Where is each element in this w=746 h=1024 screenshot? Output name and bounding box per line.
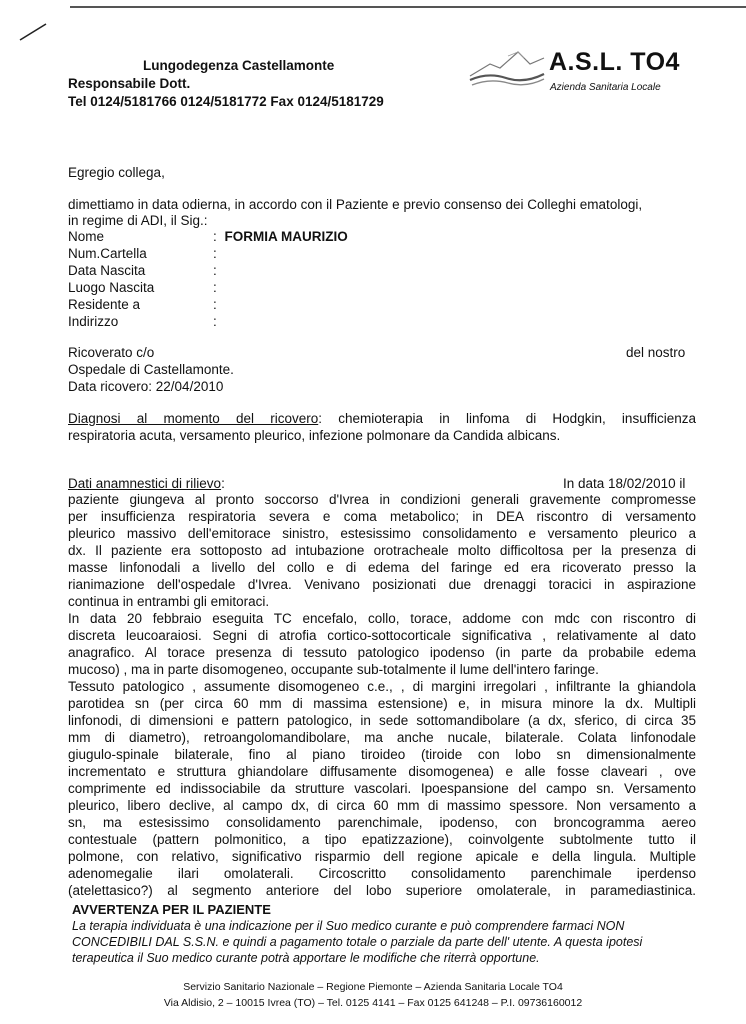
intro-line-1: dimettiamo in data odierna, in accordo con il Paziente e previo consenso dei Colleghi ematologi, bbox=[68, 197, 643, 212]
history-line: giugulo-spinale bilaterale, fino al piano tiroideo (tiroide con lobo sn dimensionalmente bbox=[68, 747, 696, 762]
field-label: Luogo Nascita bbox=[68, 280, 155, 295]
history-heading-right: In data 18/02/2010 il bbox=[563, 476, 686, 491]
history-line: mm di diametro), retroangolomandibolare, ma anche nucale, bilaterale. Colata linfonodale bbox=[68, 730, 696, 745]
history-line: comprimente ed indissociabile da strutture vascolari. Ipoespansione del campo sn. Versamento bbox=[68, 781, 696, 796]
field-label: Residente a bbox=[68, 297, 141, 312]
admission-date: Data ricovero: 22/04/2010 bbox=[68, 379, 224, 394]
contact-phones: Tel 0124/5181766 0124/5181772 Fax 0124/5181729 bbox=[68, 94, 384, 109]
history-line: polmone, con relativo, significativo risparmio dell regione apicale e della lingula. Multiple bbox=[68, 849, 696, 864]
admission-suffix: del nostro bbox=[626, 345, 686, 360]
patient-fields bbox=[68, 228, 348, 330]
history-line: pleurico, libero declive, al campo dx, di circa 60 mm di massimo spessore. Non versamento a bbox=[68, 798, 696, 813]
top-scan-line bbox=[70, 6, 746, 8]
history-line: pleurico massivo dell'emitorace sinistro, estesissimo consolidamento e versamento pleurico a bbox=[68, 526, 696, 541]
history-line: incrementato e struttura ghiandolare diffusamente disomogenea) e alle fosse claveari , ove bbox=[68, 764, 696, 779]
history-heading-row bbox=[68, 475, 225, 492]
patient-field-row: Indirizzo : bbox=[68, 314, 217, 329]
greeting: Egregio collega, bbox=[68, 165, 165, 180]
footer-line-1: Servizio Sanitario Nazionale – Regione Piemonte – Azienda Sanitaria Locale TO4 bbox=[183, 981, 563, 993]
history-line: (atelettasico?) al segmento anteriore del lobo superiore omolaterale, in paramediastinica. bbox=[68, 883, 696, 898]
logo-subtitle: Azienda Sanitaria Locale bbox=[550, 82, 661, 93]
diagnosis-line-1 bbox=[68, 410, 696, 427]
history-line: Tessuto patologico , assumente disomogeneo c.e., , di margini irregolari , infiltrante la ghiandola bbox=[68, 679, 696, 694]
history-line: anagrafico. Al torace presenza di tessuto patologico ipodenso (in parte da probabile edema bbox=[68, 645, 696, 660]
history-line: contestuale (pattern polmonitico, a tipo epatizzazione), coinvolgente subtolmente tutto il bbox=[68, 832, 696, 847]
history-line: In data 20 febbraio eseguita TC encefalo, collo, torace, addome con mdc con riscontro di bbox=[68, 611, 696, 626]
diagnosis-line-2: respiratoria acuta, versamento pleurico, infezione polmonare da Candida albicans. bbox=[68, 428, 561, 443]
footer-line-2: Via Aldisio, 2 – 10015 Ivrea (TO) – Tel. 0125 4141 – Fax 0125 641248 – P.I. 09736160012 bbox=[163, 997, 583, 1009]
logo-title: A.S.L. TO4 bbox=[549, 48, 680, 76]
field-label: Num.Cartella bbox=[68, 246, 147, 261]
history-line: adenomegalie ilari omolaterali. Circoscritto consolidamento parenchimale iperdenso bbox=[68, 866, 696, 881]
admission-hospital-label: Ricoverato c/o bbox=[68, 345, 155, 360]
intro-line-2: in regime di ADI, il Sig.: bbox=[68, 213, 208, 228]
history-line: rianimazione dell'ospedale d'Ivrea. Venivano posizionati due drenaggi toracici in aspirazione bbox=[68, 577, 696, 592]
history-line: paziente giungeva al pronto soccorso d'Ivrea in condizioni generali gravemente compromesse bbox=[68, 492, 696, 507]
history-line: parotidea sn (per circa 60 mm di massima estensione) e, in misura minore la dx. Multipli bbox=[68, 696, 696, 711]
history-line: discreta leucoaraiosi. Segni di atrofia cortico-sottocorticale significativa , relativamente al dato bbox=[68, 628, 696, 643]
admission-hospital: Ospedale di Castellamonte. bbox=[68, 362, 234, 377]
patient-field-row: Residente a : bbox=[68, 297, 217, 312]
history-line: dx. Il paziente era sottoposto ad intubazione orotracheale molto difficoltosa per la presenza di bbox=[68, 543, 696, 558]
field-label: Data Nascita bbox=[68, 263, 146, 278]
responsible-doctor: Responsabile Dott. bbox=[68, 76, 191, 91]
warning-line-1: La terapia individuata è una indicazione per il Suo medico curante e può comprendere farmaci NON bbox=[72, 919, 625, 933]
asl-logo-mountain-icon bbox=[468, 46, 546, 88]
pen-mark bbox=[18, 20, 50, 44]
field-label: Indirizzo bbox=[68, 314, 119, 329]
history-line: masse linfonodali a livello del collo e di edema del faringe ed era ricoverato presso la bbox=[68, 560, 696, 575]
patient-name-value: FORMIA MAURIZIO bbox=[224, 229, 348, 244]
patient-field-row: Num.Cartella : bbox=[68, 246, 217, 261]
warning-title: AVVERTENZA PER IL PAZIENTE bbox=[72, 902, 271, 917]
patient-field-row: Nome : FORMIA MAURIZIO bbox=[68, 229, 348, 244]
warning-line-2: CONCEDIBILI DAL S.S.N. e quindi a pagamento totale o parziale da parte dell' utente. A questa ipotesi bbox=[72, 935, 643, 949]
diagnosis-heading: Diagnosi al momento del ricovero bbox=[68, 411, 319, 426]
field-label: Nome bbox=[68, 229, 105, 244]
history-line: continua in entrambi gli emitoraci. bbox=[68, 594, 270, 609]
history-line: linfonodi, di dimensioni e pattern patologico, in sede sottomandibolare (a dx, sferico, di circa 35 bbox=[68, 713, 696, 728]
history-line: mucoso) , ma in parte disomogeneo, occupante sub-totalmente il lume dell'intero faringe. bbox=[68, 662, 599, 677]
patient-field-row: Data Nascita : bbox=[68, 263, 217, 278]
history-line: per insufficienza respiratoria severa e coma metabolico; in DEA riscontro di versamento bbox=[68, 509, 696, 524]
history-heading-colon: : bbox=[221, 476, 225, 491]
warning-line-3: terapeutica il Suo medico curante potrà apportare le modifiche che riterrà opportune. bbox=[72, 951, 540, 965]
history-heading: Dati anamnestici di rilievo bbox=[68, 476, 222, 491]
patient-field-row: Luogo Nascita : bbox=[68, 280, 217, 295]
history-line: sn, ma estesissimo consolidamento parenchimale, ipodenso, con broncogramma aereo bbox=[68, 815, 696, 830]
history-body bbox=[68, 491, 696, 899]
diagnosis-text: : chemioterapia in linfoma di Hodgkin, insufficienza bbox=[318, 411, 696, 426]
department-name: Lungodegenza Castellamonte bbox=[143, 58, 335, 73]
